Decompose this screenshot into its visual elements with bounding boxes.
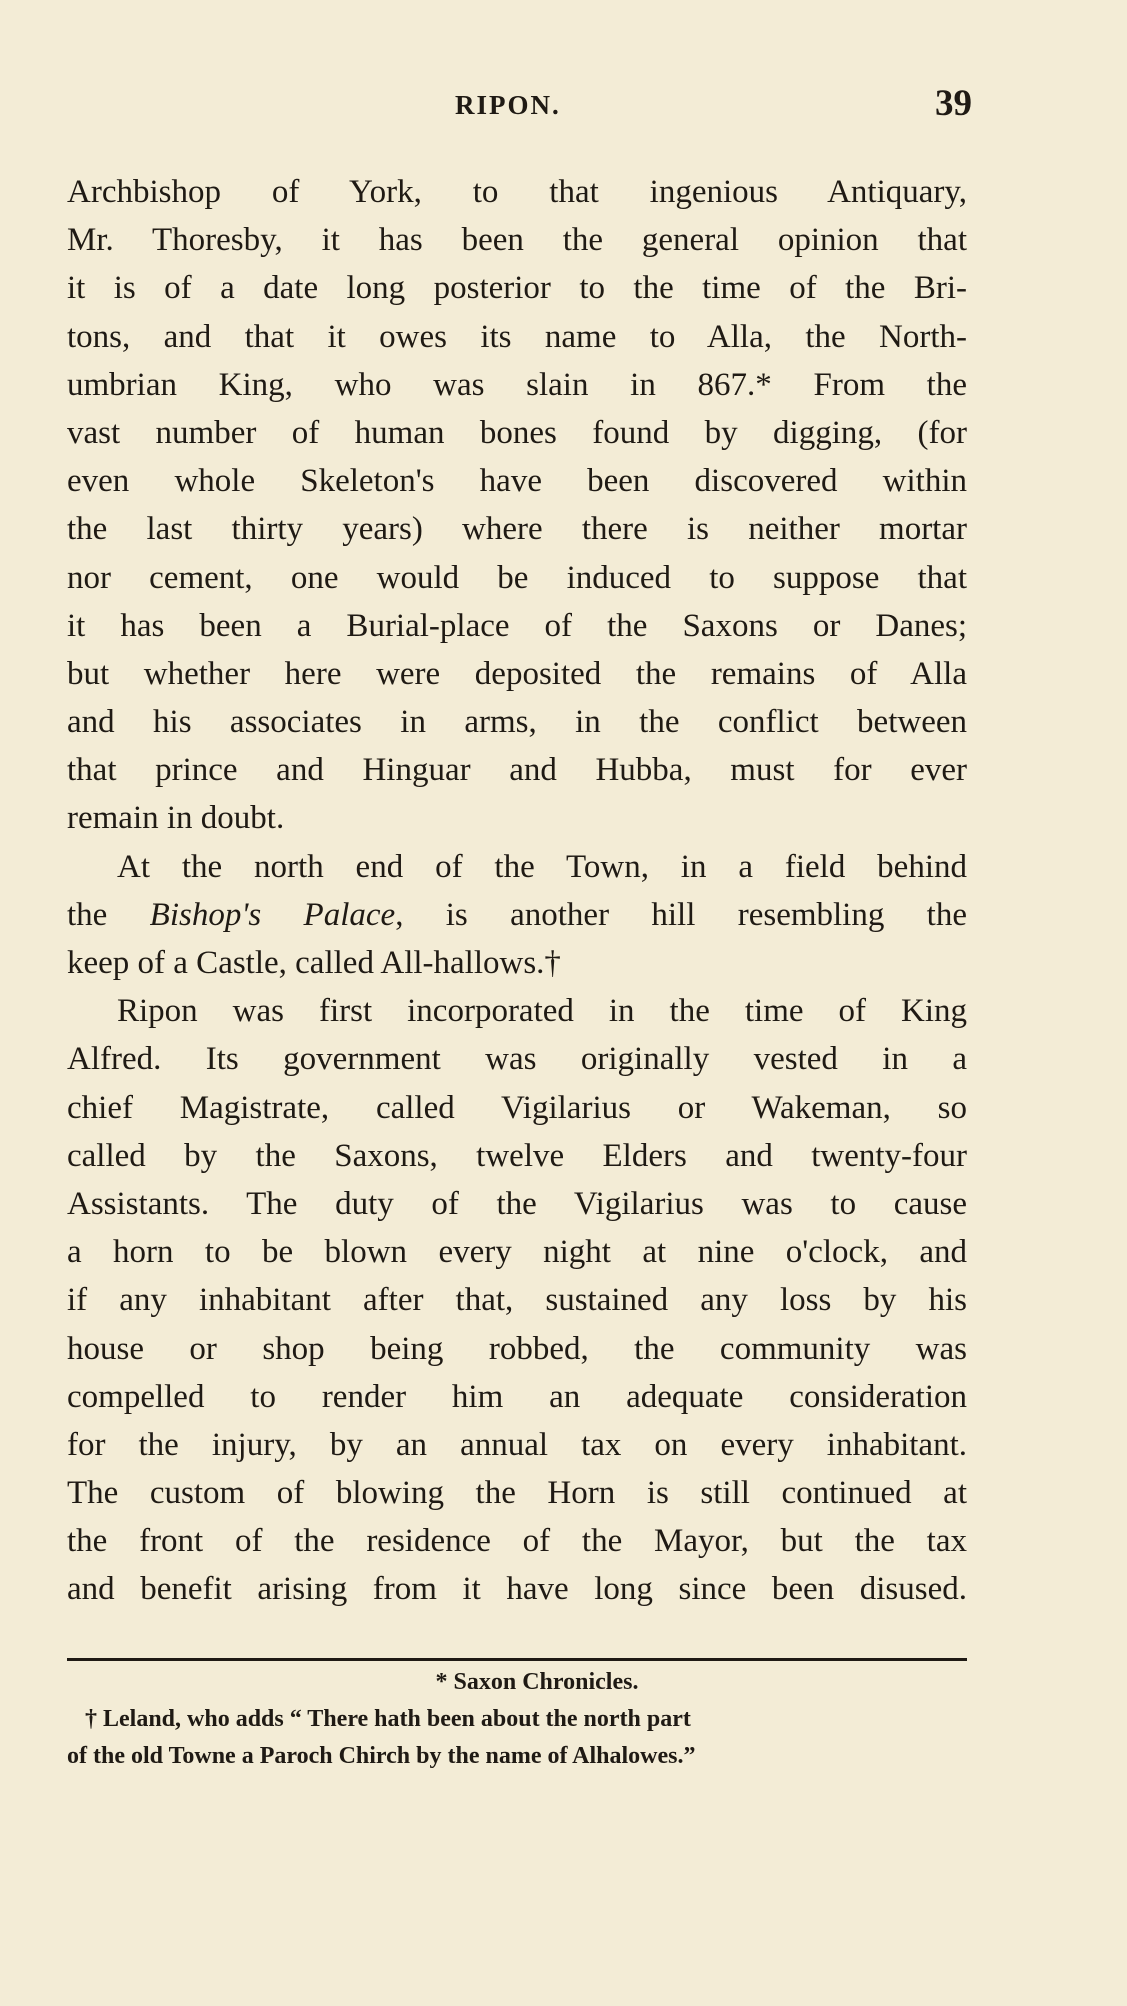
text-line: that prince and Hinguar and Hubba, must for ever [67, 752, 967, 789]
text-line: chief Magistrate, called Vigilarius or Wakeman, so [67, 1089, 967, 1126]
footnote-1: * Saxon Chronicles. [435, 1669, 639, 1695]
text-line: Mr. Thoresby, it has been the general opinion that [67, 222, 967, 259]
text-line: but whether here were deposited the remains of Alla [67, 655, 967, 692]
text-line: remain in doubt. [67, 800, 285, 837]
text-line: The custom of blowing the Horn is still continued at [67, 1475, 967, 1512]
page-number: 39 [935, 83, 972, 124]
running-head-title: RIPON. [455, 90, 561, 120]
italic-place-name: Bishop's Palace [149, 896, 396, 933]
text-line: even whole Skeleton's have been discovered within [67, 463, 967, 500]
footnote-2-line-2: of the old Towne a Paroch Chirch by the name of Alhalowes.” [67, 1743, 696, 1769]
text-line: and benefit arising from it have long since been disused. [67, 1571, 967, 1608]
footnote-rule [67, 1658, 967, 1661]
footnotes [67, 1664, 967, 1775]
text-line: the last thirty years) where there is neither mortar [67, 511, 967, 548]
running-head [0, 82, 1127, 132]
text-line: vast number of human bones found by digging, (for [67, 414, 967, 451]
text-line: and his associates in arms, in the conflict between [67, 704, 967, 741]
text-line: for the injury, by an annual tax on every inhabitant. [67, 1426, 967, 1463]
text-line: Assistants. The duty of the Vigilarius was to cause [67, 1185, 967, 1222]
text-line: it has been a Burial-place of the Saxons or Danes; [67, 607, 967, 644]
body-text [67, 168, 967, 1614]
text-line-with-italic [67, 891, 967, 939]
text-line: compelled to render him an adequate consideration [67, 1378, 967, 1415]
text-line: keep of a Castle, called All-hallows.† [67, 945, 561, 981]
text-line: Alfred. Its government was originally vested in a [67, 1041, 967, 1078]
text-line: At the north end of the Town, in a field behind [117, 848, 967, 885]
text-line: nor cement, one would be induced to suppose that [67, 559, 967, 596]
text-line: it is of a date long posterior to the time of the Bri- [67, 270, 967, 307]
text-line: if any inhabitant after that, sustained any loss by his [67, 1282, 967, 1319]
text-line: a horn to be blown every night at nine o'clock, and [67, 1234, 967, 1271]
text-line: umbrian King, who was slain in 867.* From the [67, 366, 967, 403]
footnote-2-line-1: † Leland, who adds “ There hath been about the north part [85, 1706, 691, 1732]
text-line: the front of the residence of the Mayor, but the tax [67, 1523, 967, 1560]
text-line: tons, and that it owes its name to Alla, the North- [67, 318, 967, 355]
text-line: Archbishop of York, to that ingenious Antiquary, [67, 174, 967, 210]
text-fragment: the [67, 896, 150, 933]
text-line: house or shop being robbed, the community was [67, 1330, 967, 1367]
text-line: Ripon was first incorporated in the time of King [117, 993, 967, 1030]
text-line: called by the Saxons, twelve Elders and twenty-four [67, 1137, 967, 1174]
text-fragment: , is another hill resembling the [395, 896, 967, 933]
